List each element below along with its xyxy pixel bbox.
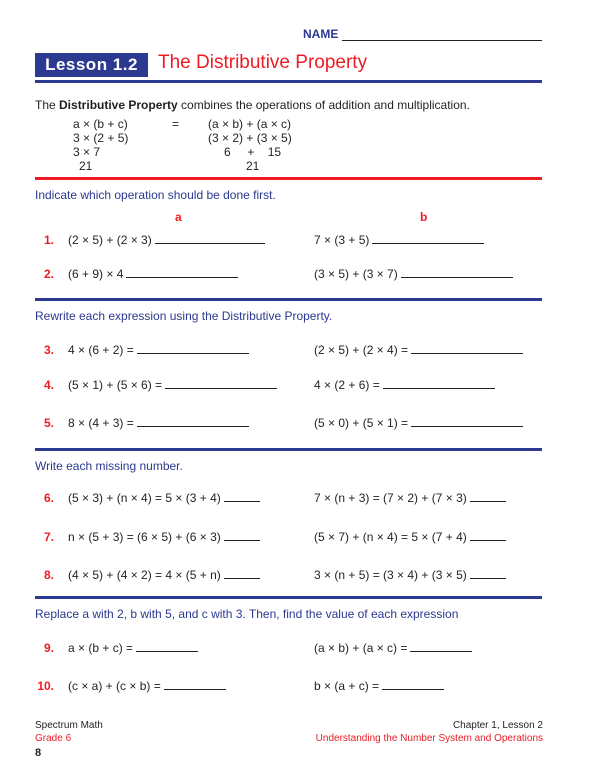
intro-term: Distributive Property	[59, 98, 178, 112]
problem-2b: (3 × 5) + (3 × 7)	[314, 267, 513, 281]
problem-5b: (5 × 0) + (5 × 1) =	[314, 416, 523, 430]
section-3-instruction: Write each missing number.	[35, 459, 183, 473]
answer-blank[interactable]	[470, 491, 506, 502]
answer-blank[interactable]	[136, 641, 198, 652]
footer-grade: Grade 6	[35, 733, 72, 744]
problem-3b: (2 × 5) + (2 × 4) =	[314, 343, 523, 357]
answer-blank[interactable]	[410, 641, 472, 652]
answer-blank[interactable]	[126, 267, 238, 278]
name-field[interactable]	[303, 27, 542, 41]
section-divider-4	[35, 596, 542, 599]
name-line[interactable]	[342, 28, 542, 41]
example-right-4: 21	[246, 159, 260, 173]
header-divider	[35, 80, 542, 83]
problem-6b: 7 × (n + 3) = (7 × 2) + (7 × 3)	[314, 491, 506, 505]
problem-7-number: 7.	[43, 530, 54, 544]
problem-7a: n × (5 + 3) = (6 × 5) + (6 × 3)	[68, 530, 260, 544]
column-b-header: b	[420, 210, 428, 224]
answer-blank[interactable]	[382, 679, 444, 690]
answer-blank[interactable]	[401, 267, 513, 278]
answer-blank[interactable]	[372, 233, 484, 244]
answer-blank[interactable]	[224, 568, 260, 579]
answer-blank[interactable]	[383, 378, 495, 389]
section-1-instruction: Indicate which operation should be done first.	[35, 188, 276, 202]
example-equals: =	[172, 117, 180, 131]
section-divider-3	[35, 448, 542, 451]
answer-blank[interactable]	[224, 530, 260, 541]
section-2-instruction: Rewrite each expression using the Distributive Property.	[35, 309, 333, 323]
example-right-1: (a × b) + (a × c)	[208, 117, 292, 131]
problem-1a: (2 × 5) + (2 × 3)	[68, 233, 265, 247]
problem-8a: (4 × 5) + (4 × 2) = 4 × (5 + n)	[68, 568, 260, 582]
problem-5a: 8 × (4 + 3) =	[68, 416, 249, 430]
example-left-3: 3 × 7	[73, 145, 101, 159]
problem-7b: (5 × 7) + (n × 4) = 5 × (7 + 4)	[314, 530, 506, 544]
answer-blank[interactable]	[411, 416, 523, 427]
problem-8-number: 8.	[43, 568, 54, 582]
lesson-title: The Distributive Property	[158, 52, 368, 73]
answer-blank[interactable]	[137, 416, 249, 427]
problem-1-number: 1.	[43, 233, 54, 247]
footer-publisher: Spectrum Math	[35, 720, 103, 731]
problem-1b: 7 × (3 + 5)	[314, 233, 484, 247]
page-number: 8	[35, 747, 42, 759]
answer-blank[interactable]	[165, 378, 277, 389]
footer-unit: Understanding the Number System and Operations	[315, 733, 543, 744]
problem-2-number: 2.	[43, 267, 54, 281]
name-label: NAME	[303, 27, 339, 41]
lesson-badge: Lesson 1.2	[35, 53, 148, 77]
problem-3-number: 3.	[43, 343, 54, 357]
intro-text: The Distributive Property combines the operations of addition and multiplication.	[35, 98, 470, 112]
problem-4a: (5 × 1) + (5 × 6) =	[68, 378, 277, 392]
answer-blank[interactable]	[470, 530, 506, 541]
problem-9b: (a × b) + (a × c) =	[314, 641, 472, 655]
problem-5-number: 5.	[43, 416, 54, 430]
problem-6a: (5 × 3) + (n × 4) = 5 × (3 + 4)	[68, 491, 260, 505]
problem-10a: (c × a) + (c × b) =	[68, 679, 226, 693]
problem-3a: 4 × (6 + 2) =	[68, 343, 249, 357]
example-left-4: 21	[79, 159, 93, 173]
answer-blank[interactable]	[155, 233, 265, 244]
answer-blank[interactable]	[137, 343, 249, 354]
problem-8b: 3 × (n + 5) = (3 × 4) + (3 × 5)	[314, 568, 506, 582]
example-left-1: a × (b + c)	[73, 117, 128, 131]
problem-9-number: 9.	[43, 641, 54, 655]
problem-4b: 4 × (2 + 6) =	[314, 378, 495, 392]
answer-blank[interactable]	[411, 343, 523, 354]
section-divider-2	[35, 298, 542, 301]
example-left-2: 3 × (2 + 5)	[73, 131, 129, 145]
section-divider-1	[35, 177, 542, 180]
column-a-header: a	[175, 210, 182, 224]
problem-4-number: 4.	[43, 378, 54, 392]
section-4-instruction: Replace a with 2, b with 5, and c with 3. Then, find the value of each expression	[35, 607, 459, 621]
answer-blank[interactable]	[164, 679, 226, 690]
answer-blank[interactable]	[470, 568, 506, 579]
problem-10b: b × (a + c) =	[314, 679, 444, 693]
problem-2a: (6 + 9) × 4	[68, 267, 238, 281]
problem-10-number: 10.	[37, 679, 54, 693]
problem-6-number: 6.	[43, 491, 54, 505]
answer-blank[interactable]	[224, 491, 260, 502]
footer-chapter: Chapter 1, Lesson 2	[452, 720, 543, 731]
example-right-2: (3 × 2) + (3 × 5)	[208, 131, 292, 145]
problem-9a: a × (b + c) =	[68, 641, 198, 655]
example-right-3: 6 + 15	[224, 145, 282, 159]
